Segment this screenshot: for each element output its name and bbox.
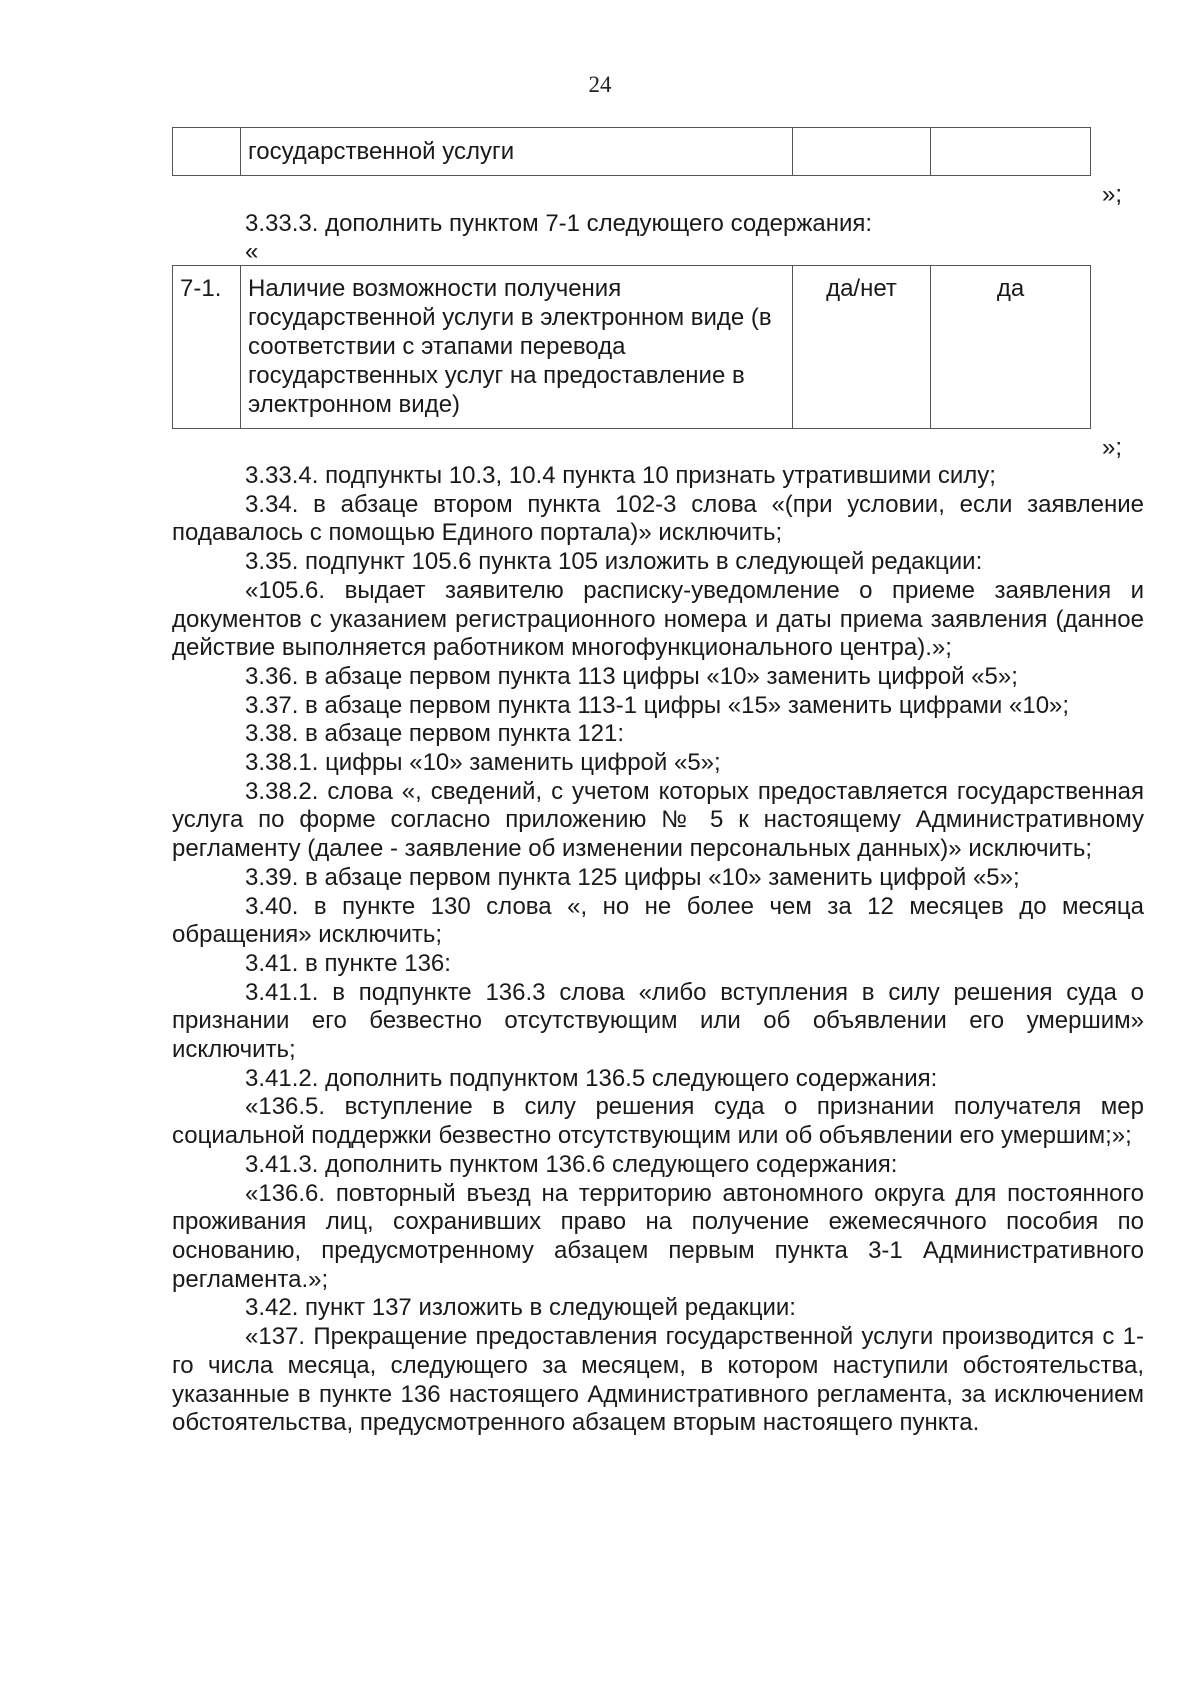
table-top-fragment xyxy=(172,127,1091,176)
table-cell-unit xyxy=(793,128,931,176)
paragraph: 3.41.2. дополнить подпунктом 136.5 следующего содержания: xyxy=(245,1064,938,1092)
opening-quote: « xyxy=(245,238,259,265)
paragraph: 3.39. в абзаце первом пункта 125 цифры «10» заменить цифрой «5»; xyxy=(245,863,1020,891)
item-unit: да/нет xyxy=(793,266,931,429)
paragraph: 3.41. в пункте 136: xyxy=(245,949,451,977)
item-value: да xyxy=(931,266,1091,429)
table-row xyxy=(173,128,1091,176)
paragraph: 3.38. в абзаце первом пункта 121: xyxy=(245,720,625,748)
paragraph: «105.6. выдает заявителю расписку-уведомление о приеме заявления и документов с указанием регистрационного номера и даты приема заявления (данное действие выполняется работником многофункционального центра).»; xyxy=(172,576,1144,662)
table-row xyxy=(173,266,1091,429)
paragraph: 3.33.4. подпункты 10.3, 10.4 пункта 10 признать утратившими силу; xyxy=(245,462,996,489)
intro-7-1: 3.33.3. дополнить пунктом 7-1 следующего содержания: xyxy=(245,210,873,237)
paragraph: «136.5. вступление в силу решения суда о признании получателя мер социальной поддержки безвестно отсутствующим или об объявлении его умершим;»; xyxy=(172,1093,1144,1150)
paragraph: 3.36. в абзаце первом пункта 113 цифры «10» заменить цифрой «5»; xyxy=(245,662,1018,690)
paragraph: 3.41.1. в подпункте 136.3 слова «либо вступления в силу решения суда о признании его безвестно отсутствующим или об объявлении его умершим» исключить; xyxy=(172,978,1144,1064)
page-number: 24 xyxy=(588,72,612,97)
table-cell-number xyxy=(173,128,241,176)
paragraph: 3.35. подпункт 105.6 пункта 105 изложить в следующей редакции: xyxy=(245,548,983,576)
paragraph: 3.42. пункт 137 изложить в следующей редакции: xyxy=(245,1294,796,1322)
table-item-7-1 xyxy=(172,265,1091,429)
paragraph: 3.38.2. слова «, сведений, с учетом которых предоставляется государственная услуга по форме согласно приложению № 5 к настоящему Административному регламенту (далее - заявление об изменении персональных данных)» исключить; xyxy=(172,777,1144,863)
closing-quote: »; xyxy=(1101,181,1122,208)
paragraph: 3.41.3. дополнить пунктом 136.6 следующего содержания: xyxy=(245,1150,898,1178)
table-cell-value xyxy=(931,128,1091,176)
paragraph: 3.34. в абзаце втором пункта 102-3 слова «(при условии, если заявление подавалось с помощью Единого портала)» исключить; xyxy=(172,490,1144,547)
table-cell-description: государственной услуги xyxy=(241,128,793,176)
item-description: Наличие возможности получения государственной услуги в электронном виде (в соответствии с этапами перевода государственных услуг на предоставление в электронном виде) xyxy=(241,266,793,429)
paragraph: 3.40. в пункте 130 слова «, но не более чем за 12 месяцев до месяца обращения» исключить; xyxy=(172,892,1144,949)
paragraph: 3.38.1. цифры «10» заменить цифрой «5»; xyxy=(245,749,721,777)
paragraph: 3.37. в абзаце первом пункта 113-1 цифры «15» заменить цифрами «10»; xyxy=(245,691,1070,719)
body-text xyxy=(172,462,1144,1438)
paragraph: «136.6. повторный въезд на территорию автономного округа для постоянного проживания лиц, сохранивших право на получение ежемесячного пособия по основанию, предусмотренному абзацем первым пункта 3-1 Административного регламента.»; xyxy=(172,1179,1144,1293)
closing-quote-2: »; xyxy=(1101,434,1122,461)
paragraph: «137. Прекращение предоставления государственной услуги производится с 1-го числа месяца, следующего за месяцем, в котором наступили обстоятельства, указанные в пункте 136 настоящего Административного регламента, за исключением обстоятельства, предусмотренного абзацем вторым настоящего пункта. xyxy=(172,1323,1144,1437)
item-number: 7-1. xyxy=(173,266,241,429)
